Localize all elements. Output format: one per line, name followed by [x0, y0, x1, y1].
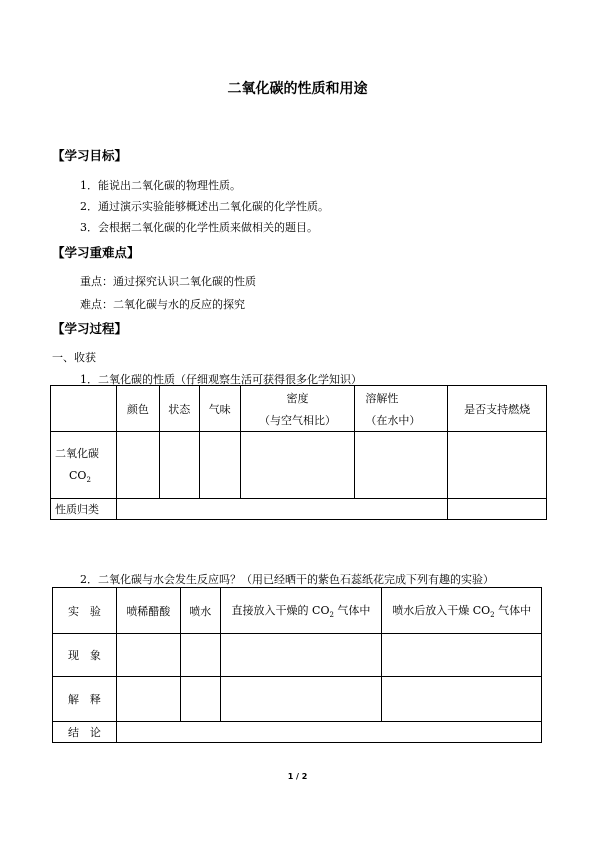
co2-properties-table — [50, 385, 547, 520]
category-chemical-cell[interactable] — [448, 499, 547, 520]
header-wet-co2-sub: 2 — [490, 611, 495, 620]
page-number: 1 / 2 — [287, 772, 308, 781]
header-color: 颜色 — [116, 386, 159, 432]
co2-formula — [55, 469, 116, 484]
header-solubility-note: （在水中） — [365, 413, 421, 427]
phenomenon-dry-co2-cell[interactable] — [220, 634, 382, 677]
co2-density-cell[interactable] — [240, 432, 355, 499]
table1-header-row — [51, 386, 547, 432]
header-combustion: 是否支持燃烧 — [448, 386, 547, 432]
header-solubility-label: 溶解性 — [365, 391, 399, 405]
phenomenon-label: 现 象 — [53, 634, 117, 677]
header-state: 状态 — [159, 386, 199, 432]
header-wet-co2 — [382, 588, 542, 634]
co2-color-cell[interactable] — [116, 432, 159, 499]
phenomenon-wet-co2-cell[interactable] — [382, 634, 542, 677]
header-density-label: 密度 — [286, 391, 309, 405]
header-water: 喷水 — [180, 588, 220, 634]
header-wet-co2-text: 喷水后放入干燥 CO — [392, 603, 491, 617]
header-dry-co2-sub: 2 — [329, 611, 334, 620]
goal-item-1: 1．能说出二氧化碳的物理性质。 — [80, 179, 241, 192]
conclusion-cell[interactable] — [116, 722, 541, 743]
header-density — [240, 386, 355, 432]
co2-formula-main: CO — [69, 469, 87, 483]
phenomenon-row — [53, 634, 542, 677]
co2-solubility-cell[interactable] — [355, 432, 448, 499]
header-solubility — [355, 386, 448, 432]
category-physical-cell[interactable] — [116, 499, 447, 520]
process-heading: 【学习过程】 — [52, 321, 128, 336]
phenomenon-vinegar-cell[interactable] — [116, 634, 180, 677]
conclusion-label: 结 论 — [53, 722, 117, 743]
table1-corner-cell — [51, 386, 117, 432]
category-label: 性质归类 — [51, 499, 117, 520]
co2-combustion-cell[interactable] — [448, 432, 547, 499]
header-dry-co2-suffix: 气体中 — [333, 603, 371, 617]
explanation-row — [53, 677, 542, 722]
phenomenon-water-cell[interactable] — [180, 634, 220, 677]
co2-water-experiment-table — [52, 587, 542, 743]
question-1: 1．二氧化碳的性质（仔细观察生活可获得很多化学知识） — [80, 373, 362, 386]
page-title: 二氧化碳的性质和用途 — [227, 81, 368, 97]
goal-item-3: 3．会根据二氧化碳的化学性质来做相关的题目。 — [80, 221, 318, 234]
goals-heading: 【学习目标】 — [52, 148, 128, 163]
explanation-water-cell[interactable] — [180, 677, 220, 722]
header-wet-co2-suffix: 气体中 — [494, 603, 532, 617]
explanation-wet-co2-cell[interactable] — [382, 677, 542, 722]
explanation-vinegar-cell[interactable] — [116, 677, 180, 722]
table2-header-row — [53, 588, 542, 634]
header-dry-co2-text: 直接放入干燥的 CO — [231, 603, 330, 617]
table1-category-row — [51, 499, 547, 520]
difficulty-point: 难点：二氧化碳与水的反应的探究 — [80, 298, 245, 311]
explanation-dry-co2-cell[interactable] — [220, 677, 382, 722]
co2-state-cell[interactable] — [159, 432, 199, 499]
focus-point: 重点：通过探究认识二氧化碳的性质 — [80, 275, 256, 288]
header-experiment: 实 验 — [53, 588, 117, 634]
part-one-label: 一、收获 — [52, 351, 96, 364]
co2-label: 二氧化碳 — [55, 447, 99, 461]
co2-formula-sub: 2 — [86, 476, 91, 485]
keypoints-heading: 【学习重难点】 — [52, 245, 140, 260]
header-dry-co2 — [220, 588, 382, 634]
header-density-note: （与空气相比） — [259, 413, 336, 427]
co2-smell-cell[interactable] — [199, 432, 240, 499]
table1-co2-row — [51, 432, 547, 499]
co2-label-cell — [51, 432, 117, 499]
explanation-label: 解 释 — [53, 677, 117, 722]
conclusion-row — [53, 722, 542, 743]
header-smell: 气味 — [199, 386, 240, 432]
goal-item-2: 2．通过演示实验能够概述出二氧化碳的化学性质。 — [80, 200, 329, 213]
question-2: 2．二氧化碳与水会发生反应吗？（用已经晒干的紫色石蕊纸花完成下列有趣的实验） — [80, 573, 494, 586]
header-vinegar: 喷稀醋酸 — [116, 588, 180, 634]
